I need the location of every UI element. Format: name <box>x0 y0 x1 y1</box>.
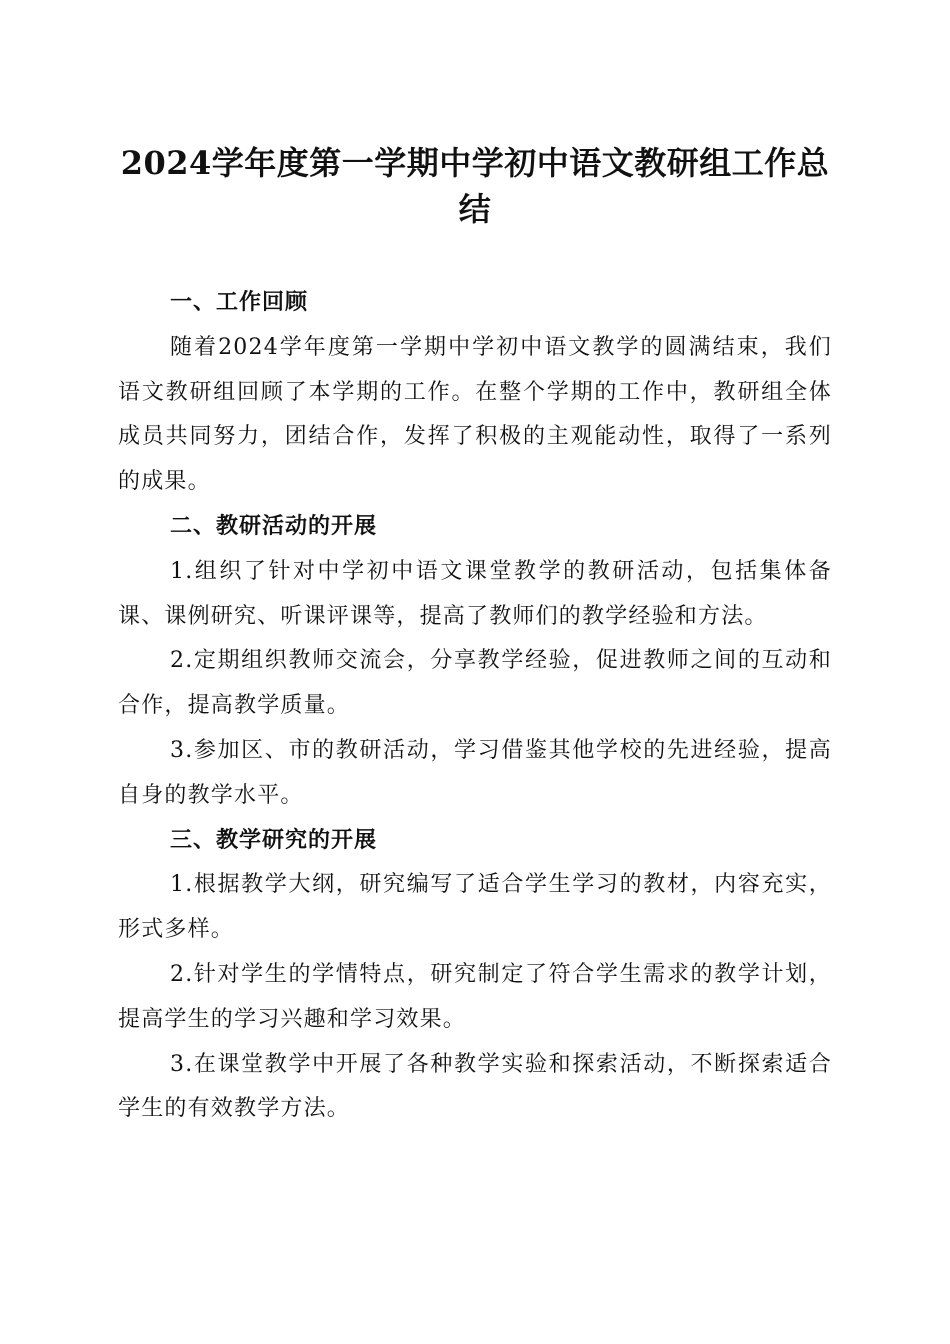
section-heading: 二、教研活动的开展 <box>170 513 378 539</box>
paragraph: 随着2024学年度第一学期中学初中语文教学的圆满结束，我们语文教研组回顾了本学期的工作。在整个学期的工作中，教研组全体成员共同努力，团结合作，发挥了积极的主观能动性，取得了一系列的成果。 <box>118 334 832 495</box>
paragraph: 1.根据教学大纲，研究编写了适合学生学习的教材，内容充实，形式多样。 <box>118 872 832 943</box>
paragraph: 3.在课堂教学中开展了各种教学实验和探索活动，不断探索适合学生的有效教学方法。 <box>118 1051 832 1122</box>
document-title: 2024学年度第一学期中学初中语文教研组工作总结 <box>120 144 830 228</box>
document-body <box>118 281 832 1132</box>
section-teaching-research-activities <box>118 505 832 819</box>
paragraph: 1.组织了针对中学初中语文课堂教学的教研活动，包括集体备课、课例研究、听课评课等，提高了教师们的教学经验和方法。 <box>118 558 832 629</box>
paragraph: 2.针对学生的学情特点，研究制定了符合学生需求的教学计划，提高学生的学习兴趣和学习效果。 <box>118 961 832 1032</box>
section-heading: 三、教学研究的开展 <box>170 827 378 853</box>
section-heading: 一、工作回顾 <box>170 290 309 315</box>
section-work-review <box>118 281 832 505</box>
paragraph: 2.定期组织教师交流会，分享教学经验，促进教师之间的互动和合作，提高教学质量。 <box>118 648 832 719</box>
section-teaching-study <box>118 819 832 1133</box>
paragraph: 3.参加区、市的教研活动，学习借鉴其他学校的先进经验，提高自身的教学水平。 <box>118 737 832 808</box>
